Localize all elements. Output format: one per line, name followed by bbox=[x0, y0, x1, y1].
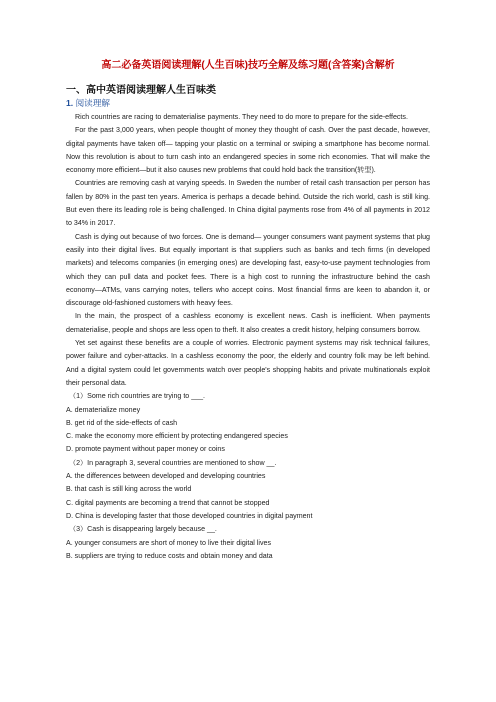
question-2-option-d: D. China is developing faster that those developed countries in digital payment bbox=[66, 511, 313, 520]
paragraph-1: Rich countries are racing to dematerialise payments. They need to do more to prepare for the side-effects. bbox=[75, 113, 408, 121]
question-2-stem: （2）In paragraph 3, several countries are mentioned to show __. bbox=[69, 458, 277, 467]
question-type-label: 阅读理解 bbox=[75, 99, 110, 109]
section-heading: 一、高中英语阅读理解人生百味类 bbox=[66, 85, 216, 96]
paragraph-2: For the past 3,000 years, when people thought of money they thought of cash. Over the past decade, however, digital payments have taken off— tapping your plastic on a terminal or swiping a smartphone has become normal. Now this revolution is about to turn cash into an endangered species in some rich economies. That will make the economy more efficient—but it also causes new problems that could hold back the transition(转型). bbox=[66, 126, 430, 175]
question-2-option-a: A. the differences between developed and developing countries bbox=[66, 472, 266, 481]
question-3-option-a: A. younger consumers are short of money to live their digital lives bbox=[66, 538, 272, 547]
question-1-option-b: B. get rid of the side-effects of cash bbox=[66, 418, 178, 427]
passage-body bbox=[66, 111, 430, 563]
question-1-option-c: C. make the economy more efficient by protecting endangered species bbox=[66, 432, 288, 441]
paragraph-5: In the main, the prospect of a cashless economy is excellent news. Cash is inefficient. When payments dematerialise, people and shops are less open to theft. It also creates a credit history, helping consumers borrow. bbox=[66, 312, 430, 334]
paragraph-6: Yet set against these benefits are a couple of worries. Electronic payment systems may risk technical failures, power failure and cyber-attacks. In a cashless economy the poor, the elderly and country folk may be left behind. And a digital system could let governments watch over people's shopping habits and private multinationals exploit their personal data. bbox=[66, 339, 430, 387]
paragraph-3: Countries are removing cash at varying speeds. In Sweden the number of retail cash transaction per person has fallen by 80% in the past ten years. America is perhaps a decade behind. Outside the rich world, cash is still king. But even there its leading role is being challenged. In China digital payments rose from 4% of all payments in 2012 to 34% in 2017. bbox=[66, 179, 430, 228]
question-2-option-b: B. that cash is still king across the world bbox=[66, 485, 192, 494]
question-3-option-b: B. suppliers are trying to reduce costs and obtain money and data bbox=[66, 551, 273, 560]
question-3-stem: （3）Cash is disappearing largely because __. bbox=[69, 525, 217, 534]
question-number: 1. bbox=[66, 98, 74, 108]
question-1-option-d: D. promote payment without paper money or coins bbox=[66, 445, 225, 454]
question-type-heading bbox=[66, 98, 110, 110]
question-1-option-a: A. dematerialize money bbox=[66, 405, 141, 414]
paragraph-4: Cash is dying out because of two forces. One is demand— younger consumers want payment systems that plug easily into their digital lives. But equally important is that suppliers such as banks and tech firms (in developed markets) and telecoms companies (in emerging ones) are developing fast, easy-to-use payment technologies from which they can pull data and pocket fees. There is a high cost to running the infrastructure behind the cash economy—ATMs, vans carrying notes, tellers who accept coins. Most financial firms are keen to abandon it, or discourage old-fashioned customers with heavy fees. bbox=[66, 232, 430, 308]
question-1-stem: （1）Some rich countries are trying to ___. bbox=[69, 392, 206, 401]
question-2-option-c: C. digital payments are becoming a trend that cannot be stopped bbox=[66, 498, 270, 507]
document-title: 高二必备英语阅读理解(人生百味)技巧全解及练习题(含答案)含解析 bbox=[101, 60, 395, 71]
